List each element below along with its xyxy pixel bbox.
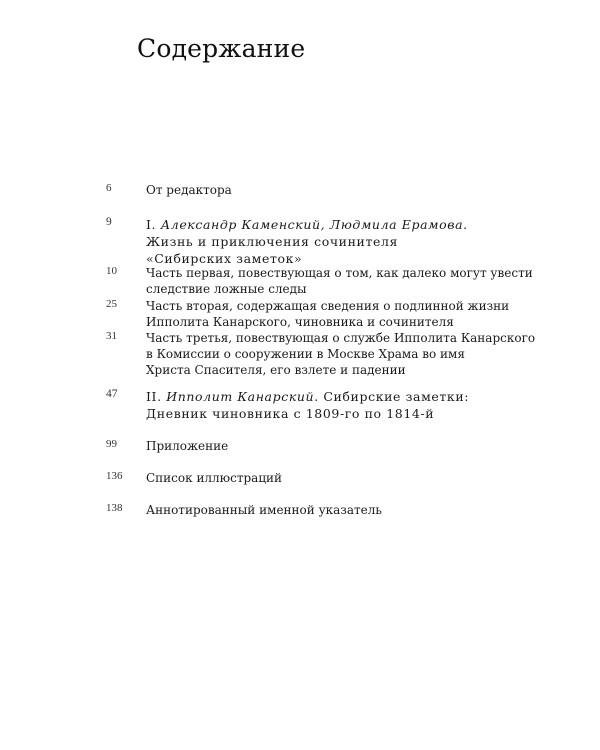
entry-title-line-1: Часть вторая, содержащая сведения о подлинной жизни [146,299,510,313]
entry-title: От редактора [146,183,232,197]
page-title: Содержание [137,34,306,63]
entry-title-line-2: Ипполита Канарского, чиновника и сочинителя [146,315,454,329]
entry-author: Ипполит Канарский [166,389,315,404]
entry-title-line-1: Часть третья, повествующая о службе Ипполита Канарского [146,331,536,345]
entry-title-line-2: Жизнь и приключения сочинителя [146,234,399,249]
entry-title-line-3: «Сибирских заметок» [146,251,303,266]
page-number: 6 [106,182,112,194]
entry-title: Список иллюстраций [146,471,283,485]
entry-title-line-1 [146,216,566,233]
part-numeral: II. [146,389,167,404]
entry-title-line-2: в Комиссии о сооружении в Москве Храма во имя [146,347,465,361]
entry-title-line-2: следствие ложные следы [146,282,307,296]
page-number: 138 [106,502,123,514]
page-number: 10 [106,265,117,277]
entry-title: Аннотированный именной указатель [146,503,382,517]
page-number: 9 [106,216,112,228]
page-number: 136 [106,470,123,482]
page-number: 99 [106,438,117,450]
entry-title-line-1: Часть первая, повествующая о том, как далеко могут увести [146,266,533,280]
entry-title-line-3: Христа Спасителя, его взлете и падении [146,363,406,377]
entry-title-rest: . Сибирские заметки: [314,389,470,404]
entry-title: Приложение [146,439,229,453]
entry-authors: Александр Каменский, Людмила Ерамова. [160,217,468,232]
part-numeral: I. [146,217,161,232]
page-number: 25 [106,298,117,310]
entry-title-line-2: Дневник чиновника с 1809-го по 1814-й [146,406,435,421]
entry-title-line-1 [146,388,566,405]
page-number: 31 [106,330,117,342]
page-number: 47 [106,388,118,400]
